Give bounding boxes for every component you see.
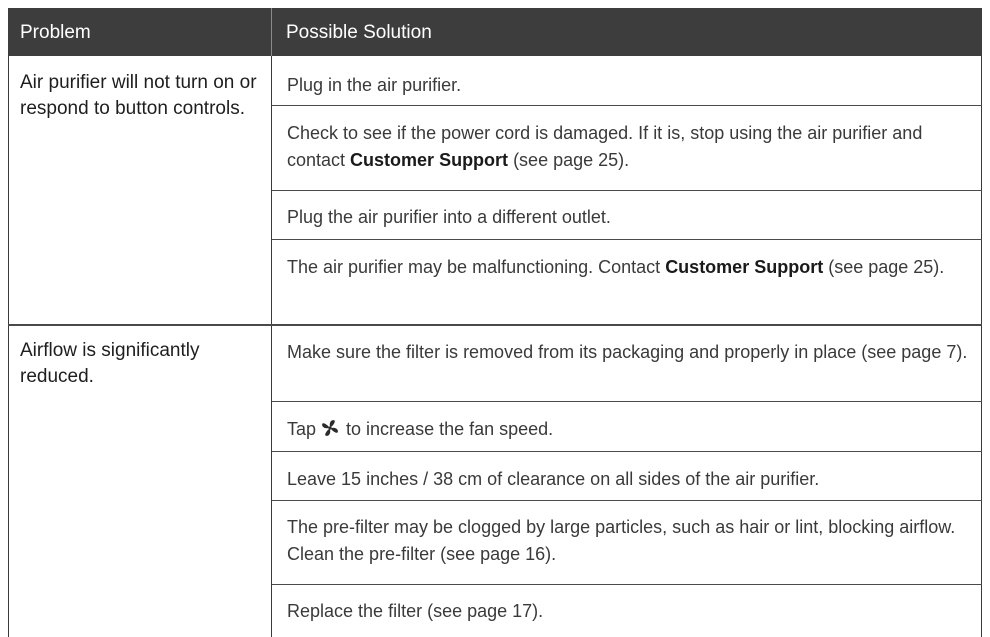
solution-cell	[287, 204, 972, 231]
solution-text: (see page 25).	[823, 257, 945, 277]
customer-support-link-text: Customer Support	[350, 150, 509, 170]
solution-text: The pre-filter may be clogged by large particles, such as hair or lint, blocking airflow. Clean the pre-filter (see page 16).	[287, 517, 956, 564]
solution-cell	[287, 598, 972, 625]
solution-text: The air purifier may be malfunctioning. Contact	[287, 257, 666, 277]
solution-cell	[287, 120, 972, 174]
problem-cell: Air purifier will not turn on or respond to button controls.	[20, 72, 257, 119]
solution-text: Plug the air purifier into a different outlet.	[287, 207, 611, 227]
row-divider	[272, 401, 982, 402]
fan-icon	[320, 418, 340, 438]
row-divider	[272, 451, 982, 452]
customer-support-link-text: Customer Support	[665, 257, 824, 277]
solution-cell	[287, 339, 972, 366]
solution-text: Replace the filter (see page 17).	[287, 601, 544, 621]
solution-text: Check to see if the power cord is damaged. If it is, stop using the air purifier and contact	[287, 123, 923, 170]
header-divider	[271, 8, 272, 56]
solution-cell	[287, 416, 972, 443]
column-divider	[271, 56, 272, 637]
solution-text: Tap	[287, 419, 317, 439]
solution-cell	[287, 514, 972, 568]
solution-text: Make sure the filter is removed from its packaging and properly in place (see page 7).	[287, 342, 968, 362]
row-divider	[8, 324, 982, 326]
row-divider	[272, 584, 982, 585]
table-header	[8, 8, 982, 56]
solution-text: to increase the fan speed.	[346, 419, 554, 439]
table-right-border	[981, 56, 982, 637]
problem-cell: Airflow is significantly reduced.	[20, 340, 200, 387]
row-divider	[272, 500, 982, 501]
problem-column-header: Problem	[20, 22, 91, 43]
solution-text: (see page 25).	[508, 150, 630, 170]
solution-cell	[287, 72, 972, 99]
solution-text: Plug in the air purifier.	[287, 75, 462, 95]
solution-cell	[287, 254, 972, 281]
table-left-border	[8, 56, 9, 637]
row-divider	[272, 105, 982, 106]
solution-cell	[287, 466, 972, 493]
row-divider	[272, 239, 982, 240]
solution-column-header: Possible Solution	[286, 22, 432, 43]
solution-text: Leave 15 inches / 38 cm of clearance on all sides of the air purifier.	[287, 469, 820, 489]
row-divider	[272, 190, 982, 191]
